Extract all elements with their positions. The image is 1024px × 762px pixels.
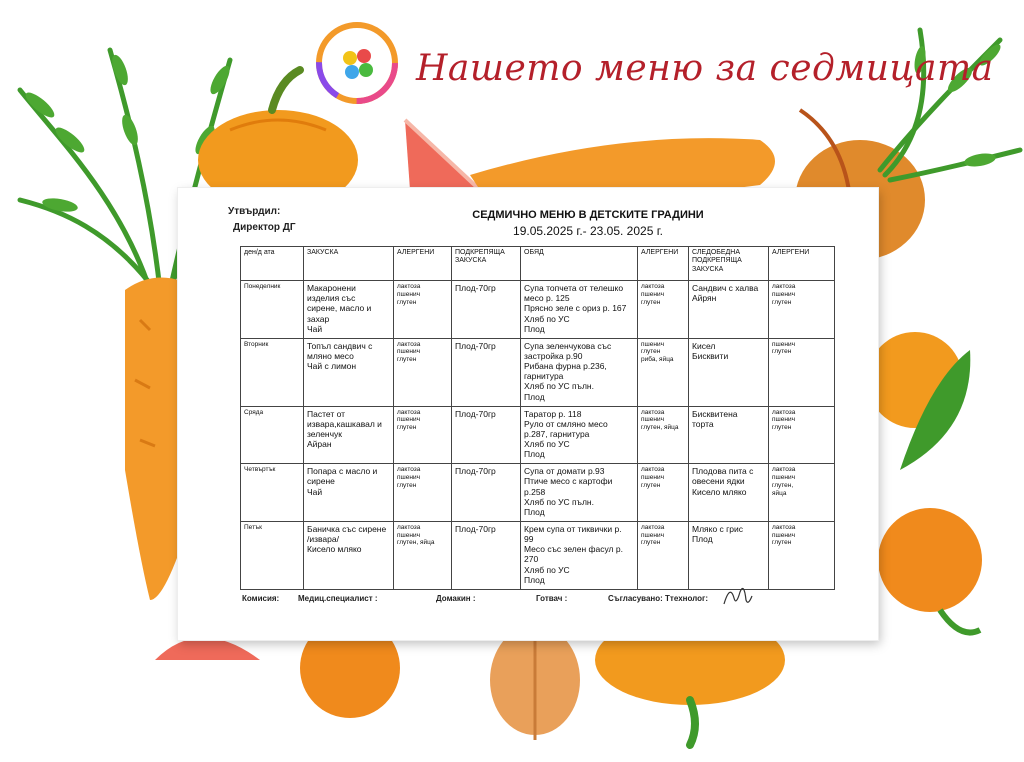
approved-label: Утвърдил: xyxy=(228,206,281,217)
allergens-cell xyxy=(769,281,835,339)
allergens-cell xyxy=(638,464,689,522)
cell-line: пшенич xyxy=(397,290,420,298)
cell-line: Айран xyxy=(307,439,332,450)
cell-line: 99 xyxy=(524,534,534,545)
cell-line: Кисело мляко xyxy=(307,544,362,555)
cell-line: глутен xyxy=(397,424,417,432)
header-lunch: ОБЯД xyxy=(521,247,638,281)
weekly-menu-table xyxy=(240,246,835,590)
cell-line: захар xyxy=(307,313,330,324)
cell-line: пшенич xyxy=(641,340,664,348)
cell-line: Баничка със сирене xyxy=(307,523,387,534)
allergens-cell xyxy=(394,338,452,406)
afternoon-snack-cell xyxy=(689,281,769,339)
cell-line: Хляб по УС пълн. xyxy=(524,496,594,507)
footer-host: Домакин : xyxy=(436,594,476,603)
cell-line: пшенич xyxy=(397,474,420,482)
cell-line: глутен, яйца xyxy=(397,539,435,547)
cell-line: пшенич xyxy=(772,290,795,298)
cell-line: глутен xyxy=(397,481,417,489)
table-row xyxy=(241,521,835,589)
table-row xyxy=(241,281,835,339)
table-header-row xyxy=(241,247,835,281)
allergens-cell xyxy=(638,406,689,464)
menu-document xyxy=(178,188,878,640)
page-title: Нашето меню за седмицата xyxy=(416,48,994,89)
header-day: ден/д ата xyxy=(241,247,304,281)
cell-line: изделия със xyxy=(307,293,356,304)
breakfast-cell xyxy=(304,338,394,406)
cell-line: Чай с лимон xyxy=(307,360,357,371)
footer-cook: Готвач : xyxy=(536,594,568,603)
lunch-cell xyxy=(521,406,638,464)
cell-line: лактоза xyxy=(641,408,665,416)
cell-line: Прясно зеле с ориз р. 167 xyxy=(524,303,627,314)
table-row xyxy=(241,338,835,406)
cell-line: Плод xyxy=(692,534,713,545)
table-row xyxy=(241,406,835,464)
lunch-cell xyxy=(521,281,638,339)
cell-line: яйца xyxy=(772,489,787,497)
cell-line: лактоза xyxy=(397,408,421,416)
cell-line: глутен xyxy=(397,356,417,364)
cell-line: пшенич xyxy=(397,531,420,539)
grapefruit-slice-bottom xyxy=(155,638,260,661)
header-breakfast: ЗАКУСКА xyxy=(304,247,394,281)
cell-line: Птиче месо с картофи xyxy=(524,476,613,487)
footer-commission: Комисия: xyxy=(242,594,280,603)
day-cell xyxy=(241,406,304,464)
afternoon-snack-cell xyxy=(689,521,769,589)
day-cell xyxy=(241,521,304,589)
cell-line: Супа топчета от телешко xyxy=(524,283,624,293)
cell-line: Крем супа от тиквички р. xyxy=(524,523,622,534)
lunch-cell xyxy=(521,338,638,406)
snack-cell xyxy=(452,464,521,522)
day-cell xyxy=(241,338,304,406)
afternoon-snack-cell xyxy=(689,406,769,464)
cell-line: Четвъртък xyxy=(244,466,276,474)
cell-line: Айрян xyxy=(692,293,717,304)
cell-line: глутен xyxy=(772,424,792,432)
cell-line: глутен xyxy=(772,298,792,306)
header-snack: ПОДКРЕПЯЩА ЗАКУСКА xyxy=(452,247,521,281)
cell-line: /извара/ xyxy=(307,534,339,545)
allergens-cell xyxy=(638,338,689,406)
afternoon-snack-cell xyxy=(689,338,769,406)
allergens-cell xyxy=(769,521,835,589)
director-label: Директор ДГ xyxy=(233,222,296,233)
cell-line: Понеделник xyxy=(244,283,281,290)
cell-line: пшенич xyxy=(772,474,795,482)
cell-line: Макаронени xyxy=(307,283,356,293)
cell-line: Таратор р. 118 xyxy=(524,408,582,419)
cell-line: извара,кашкавал и xyxy=(307,418,382,429)
footer-agreed: Съгласувано: Ттехнолог: xyxy=(608,594,709,603)
cell-line: Плод-70гр xyxy=(455,466,496,477)
allergens-cell xyxy=(394,406,452,464)
allergens-cell xyxy=(769,464,835,522)
cell-line: пшенич xyxy=(772,340,795,348)
cell-line: р.287, гарнитура xyxy=(524,429,590,440)
cell-line: гарнитура xyxy=(524,371,564,382)
cell-line: лактоза xyxy=(772,466,796,474)
cell-line: глутен, яйца xyxy=(641,424,679,432)
cell-line: Плод xyxy=(524,391,545,402)
cell-line: пшенич xyxy=(772,416,795,424)
allergens-cell xyxy=(394,521,452,589)
allergens-cell xyxy=(638,281,689,339)
cell-line: мляно месо xyxy=(307,350,354,361)
cell-line: сирене xyxy=(307,476,335,487)
cell-line: Супа зеленчукова със xyxy=(524,340,612,351)
cell-line: Месо със зелен фасул р. xyxy=(524,544,623,555)
cell-line: риба, яйца xyxy=(641,356,674,364)
cell-line: глутен xyxy=(641,539,661,547)
header-allergens: АЛЕРГЕНИ xyxy=(638,247,689,281)
cell-line: Попара с масло и xyxy=(307,466,378,477)
cell-line: 270 xyxy=(524,554,539,565)
footer-medic: Медиц.специалист : xyxy=(298,594,378,603)
cell-line: Бисквити xyxy=(692,350,729,361)
cell-line: торта xyxy=(692,418,714,429)
cell-line: застройка р.90 xyxy=(524,350,583,361)
cell-line: овесени ядки xyxy=(692,476,745,487)
cell-line: сирене, масло и xyxy=(307,303,372,314)
header-allergens: АЛЕРГЕНИ xyxy=(394,247,452,281)
header-allergens: АЛЕРГЕНИ xyxy=(769,247,835,281)
allergens-cell xyxy=(394,464,452,522)
snack-cell xyxy=(452,521,521,589)
lunch-cell xyxy=(521,521,638,589)
cell-line: глутен xyxy=(641,298,661,306)
document-title: СЕДМИЧНО МЕНЮ В ДЕТСКИТЕ ГРАДИНИ xyxy=(472,209,704,221)
cell-line: лактоза xyxy=(772,283,796,290)
cell-line: лактоза xyxy=(772,523,796,531)
day-cell xyxy=(241,281,304,339)
cell-line: Сряда xyxy=(244,408,264,416)
cell-line: лактоза xyxy=(641,523,665,531)
breakfast-cell xyxy=(304,464,394,522)
cell-line: пшенич xyxy=(641,531,664,539)
snack-cell xyxy=(452,338,521,406)
cell-line: Кисел xyxy=(692,340,716,351)
cell-line: Сандвич с халва xyxy=(692,283,759,293)
cell-line: Мляко с грис xyxy=(692,523,743,534)
breakfast-cell xyxy=(304,521,394,589)
cell-line: глутен xyxy=(641,481,661,489)
breakfast-cell xyxy=(304,406,394,464)
cell-line: месо р. 125 xyxy=(524,293,570,304)
cell-line: глутен, xyxy=(772,481,794,489)
cell-line: пшенич xyxy=(772,531,795,539)
cell-line: Плод xyxy=(524,449,545,460)
breakfast-cell xyxy=(304,281,394,339)
cell-line: Хляб по УС xyxy=(524,439,570,450)
cell-line: Хляб по УС xyxy=(524,313,570,324)
cell-line: лактоза xyxy=(641,283,665,290)
cell-line: пшенич xyxy=(397,416,420,424)
cell-line: зеленчук xyxy=(307,429,343,440)
cell-line: пшенич xyxy=(641,474,664,482)
allergens-cell xyxy=(394,281,452,339)
day-cell xyxy=(241,464,304,522)
cell-line: лактоза xyxy=(641,466,665,474)
signature-icon xyxy=(720,582,756,610)
cell-line: Кисело мляко xyxy=(692,486,747,497)
cell-line: Вторник xyxy=(244,340,269,348)
cell-line: Плод-70гр xyxy=(455,523,496,534)
lunch-cell xyxy=(521,464,638,522)
cell-line: Руло от смляно месо xyxy=(524,418,608,429)
cell-line: лактоза xyxy=(397,466,421,474)
cell-line: лактоза xyxy=(397,523,421,531)
cell-line: Пастет от xyxy=(307,408,346,419)
cell-line: Рибана фурна р.236, xyxy=(524,360,607,371)
cell-line: р.258 xyxy=(524,486,546,497)
cell-line: Бисквитена xyxy=(692,408,738,419)
cell-line: Чай xyxy=(307,486,323,497)
cell-line: лактоза xyxy=(397,340,421,348)
document-dates: 19.05.2025 г.- 23.05. 2025 г. xyxy=(513,224,663,238)
cell-line: Хляб по УС пълн. xyxy=(524,381,594,392)
allergens-cell xyxy=(769,406,835,464)
cell-line: глутен xyxy=(397,298,417,306)
allergens-cell xyxy=(638,521,689,589)
cell-line: лактоза xyxy=(772,408,796,416)
cell-line: Чай xyxy=(307,323,323,334)
cell-line: Плодова пита с xyxy=(692,466,754,477)
rainbow-hands-logo xyxy=(312,18,402,108)
cell-line: глутен xyxy=(772,348,792,356)
cell-line: лактоза xyxy=(397,283,421,290)
table-row xyxy=(241,464,835,522)
cell-line: Плод xyxy=(524,323,545,334)
orange-right-bottom xyxy=(878,508,982,612)
cell-line: пшенич xyxy=(641,416,664,424)
cell-line: Хляб по УС xyxy=(524,564,570,575)
snack-cell xyxy=(452,406,521,464)
cell-line: Супа от домати р.93 xyxy=(524,466,605,477)
cell-line: пшенич xyxy=(397,348,420,356)
cell-line: Плод xyxy=(524,574,545,585)
allergens-cell xyxy=(769,338,835,406)
cell-line: глутен xyxy=(772,539,792,547)
cell-line: Плод xyxy=(524,507,545,518)
afternoon-snack-cell xyxy=(689,464,769,522)
cell-line: Плод-70гр xyxy=(455,283,496,293)
cell-line: глутен xyxy=(641,348,661,356)
snack-cell xyxy=(452,281,521,339)
cell-line: Плод-70гр xyxy=(455,408,496,419)
header-afternoon-snack: СЛЕДОБЕДНА ПОДКРЕПЯЩА ЗАКУСКА xyxy=(689,247,769,281)
cell-line: Топъл сандвич с xyxy=(307,340,373,351)
cell-line: Петък xyxy=(244,523,262,531)
cell-line: Плод-70гр xyxy=(455,340,496,351)
cell-line: пшенич xyxy=(641,290,664,298)
